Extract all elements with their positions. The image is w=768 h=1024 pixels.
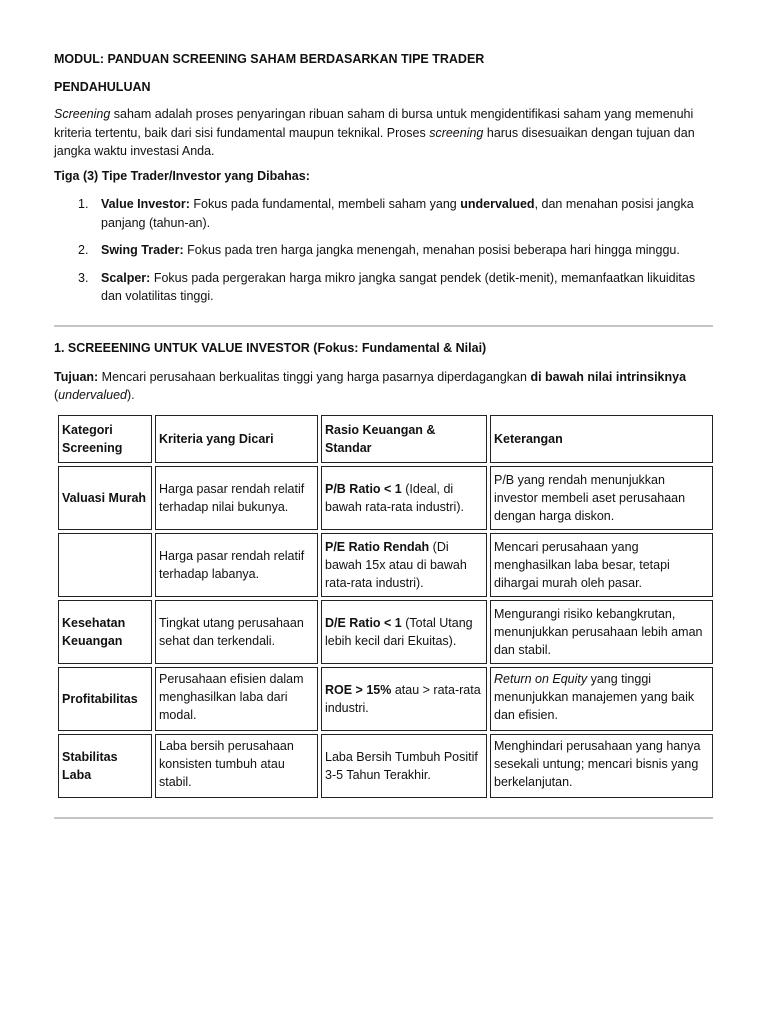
ratio-cell — [321, 600, 487, 664]
list-item — [54, 241, 716, 260]
note-text: Menghindari perusahaan yang hanya sesekali untung; mencari bisnis yang berkelanjutan. — [494, 739, 701, 789]
list-item-label: Swing Trader: — [101, 243, 184, 257]
list-item-text-end: , dan menahan posisi jangka panjang (tahun-an). — [101, 197, 694, 230]
table-header-cell: Kategori Screening — [58, 415, 152, 463]
category-cell: Kesehatan Keuangan — [58, 600, 152, 664]
goal-label: Tujuan: — [54, 370, 99, 384]
goal-close: ). — [126, 388, 135, 402]
note-text: Mengurangi risiko kebangkrutan, menunjukkan perusahaan lebih aman dan stabil. — [494, 607, 703, 657]
criteria-cell: Harga pasar rendah relatif terhadap labanya. — [155, 533, 318, 597]
category-cell: Valuasi Murah — [58, 466, 152, 530]
category-cell: Stabilitas Laba — [58, 734, 152, 798]
note-text: yang tinggi menunjukkan manajemen yang baik dan efisien. — [494, 672, 695, 722]
list-number: 2. — [78, 243, 89, 257]
ratio-rest: atau > rata-rata industri. — [325, 683, 481, 715]
note-cell — [490, 667, 713, 731]
table-header-row — [58, 415, 713, 463]
criteria-cell: Perusahaan efisien dalam menghasilkan laba dari modal. — [155, 667, 318, 731]
list-number: 1. — [78, 197, 89, 211]
ratio-strong: P/B Ratio < 1 — [325, 482, 402, 496]
note-cell — [490, 533, 713, 597]
note-text: P/B yang rendah menunjukkan investor membeli aset perusahaan dengan harga diskon. — [494, 473, 686, 523]
list-item-text: Fokus pada fundamental, membeli saham yang — [189, 197, 461, 211]
ratio-strong: P/E Ratio Rendah — [325, 540, 430, 554]
section-title: 1. SCREEENING UNTUK VALUE INVESTOR (Fokus: Fundamental & Nilai) — [54, 341, 487, 355]
document-title: MODUL: PANDUAN SCREENING SAHAM BERDASARKAN TIPE TRADER — [54, 52, 485, 66]
ratio-rest: (Ideal, di bawah rata-rata industri). — [325, 482, 464, 514]
section-divider — [54, 325, 713, 327]
ratio-rest: Laba Bersih Tumbuh Positif 3-5 Tahun Terakhir. — [325, 750, 478, 782]
intro-heading: PENDAHULUAN — [54, 80, 151, 94]
intro-text-2: harus disesuaikan dengan tujuan dan jangka waktu investasi Anda. — [54, 125, 695, 158]
ratio-cell — [321, 667, 487, 731]
table-row — [58, 600, 713, 664]
ratio-rest: (Total Utang lebih kecil dari Ekuitas). — [325, 616, 473, 648]
note-cell — [490, 466, 713, 530]
table-row — [58, 466, 713, 530]
category-cell: Profitabilitas — [58, 667, 152, 731]
note-italic: Return on Equity — [494, 672, 588, 686]
table-header-cell: Keterangan — [490, 415, 713, 463]
intro-text-1: saham adalah proses penyaringan ribuan saham di bursa untuk mengidentifikasi saham yang memenuhi kriteria tertentu, baik dari sisi fundamental maupun teknikal. Proses — [54, 107, 694, 140]
ratio-cell — [321, 466, 487, 530]
list-item-strong: undervalued — [460, 197, 535, 211]
list-item — [54, 269, 716, 306]
list-item-label: Value Investor: — [101, 197, 190, 211]
note-cell — [490, 600, 713, 664]
section-goal — [54, 368, 714, 404]
note-text: Mencari perusahaan yang menghasilkan laba besar, tetapi dihargai murah oleh pasar. — [494, 540, 670, 590]
category-cell — [58, 533, 152, 597]
section-divider-bottom — [54, 817, 713, 819]
table-row — [58, 533, 713, 597]
table-row — [58, 667, 713, 731]
criteria-cell: Laba bersih perusahaan konsisten tumbuh atau stabil. — [155, 734, 318, 798]
trader-types-list — [54, 195, 716, 315]
ratio-rest: (Di bawah 15x atau di bawah rata-rata industri). — [325, 540, 467, 590]
goal-italic: undervalued — [58, 388, 127, 402]
table-header-cell: Kriteria yang Dicari — [155, 415, 318, 463]
list-item-text: Fokus pada tren harga jangka menengah, menahan posisi beberapa hari hingga minggu. — [183, 243, 680, 257]
intro-term-screening-2: screening — [429, 125, 484, 140]
ratio-cell — [321, 734, 487, 798]
note-cell — [490, 734, 713, 798]
trader-types-heading: Tiga (3) Tipe Trader/Investor yang Dibahas: — [54, 169, 310, 183]
goal-strong: di bawah nilai intrinsiknya — [530, 370, 687, 384]
intro-term-screening: Screening — [54, 107, 111, 121]
ratio-strong: ROE > 15% — [325, 683, 392, 697]
list-item — [54, 195, 716, 232]
criteria-cell: Tingkat utang perusahaan sehat dan terkendali. — [155, 600, 318, 664]
list-number: 3. — [78, 270, 89, 285]
goal-open: ( — [54, 388, 59, 402]
list-item-label: Scalper: — [101, 270, 151, 285]
intro-paragraph — [54, 105, 714, 161]
screening-table — [55, 412, 716, 801]
ratio-strong: D/E Ratio < 1 — [325, 616, 402, 630]
list-item-text: Fokus pada pergerakan harga mikro jangka sangat pendek (detik-menit), memanfaatkan likuiditas dan volatilitas tinggi. — [101, 270, 696, 303]
table-header-cell: Rasio Keuangan & Standar — [321, 415, 487, 463]
criteria-cell: Harga pasar rendah relatif terhadap nilai bukunya. — [155, 466, 318, 530]
table-row — [58, 734, 713, 798]
goal-text: Mencari perusahaan berkualitas tinggi yang harga pasarnya diperdagangkan — [98, 370, 531, 384]
ratio-cell — [321, 533, 487, 597]
